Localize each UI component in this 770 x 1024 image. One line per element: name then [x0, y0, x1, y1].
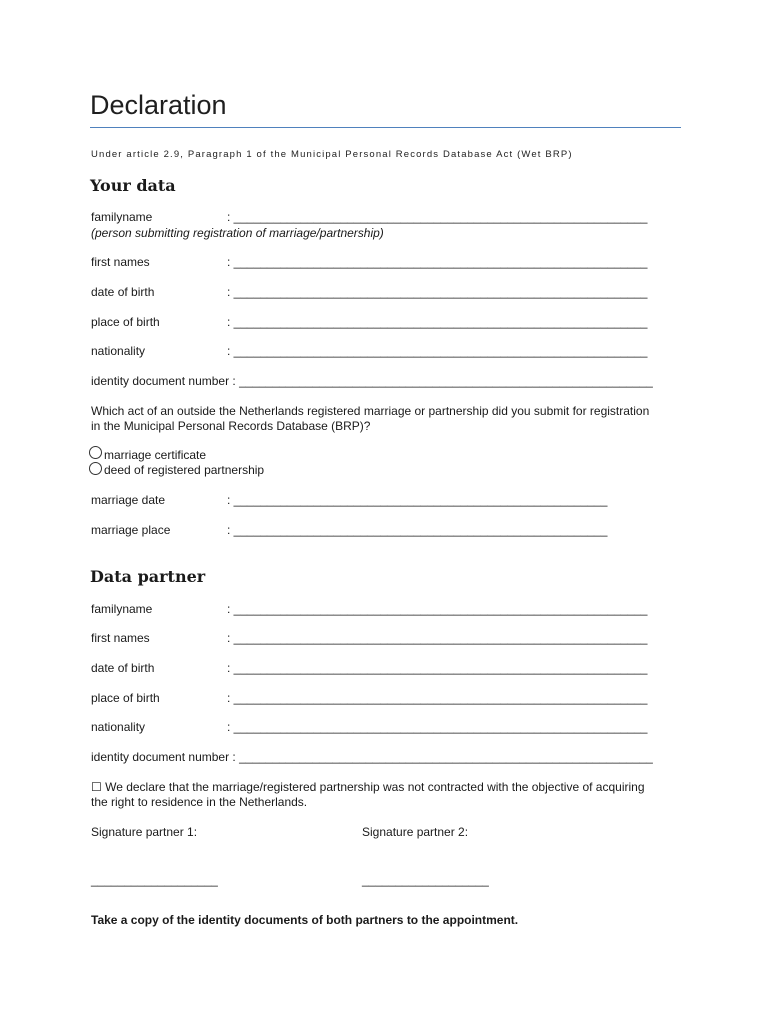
partner-nationality-field[interactable]: : ______________________________________________________________: [227, 720, 648, 734]
option-marriage-certificate-label: marriage certificate: [104, 448, 207, 462]
partner-date-of-birth-label: date of birth: [91, 661, 155, 675]
partner-first-names-label: first names: [91, 631, 150, 645]
date-of-birth-field[interactable]: : ______________________________________________________________: [227, 285, 648, 299]
signature-partner1-label: Signature partner 1:: [91, 825, 198, 839]
declaration-checkbox-statement[interactable]: ☐ We declare that the marriage/registered partnership was not contracted with the objective of acquiring: [91, 780, 645, 794]
partner-familyname-label: familyname: [91, 602, 153, 616]
section-heading-your-data: Your data: [90, 176, 176, 195]
footer-note: Take a copy of the identity documents of both partners to the appointment.: [91, 913, 519, 927]
date-of-birth-label: date of birth: [91, 285, 155, 299]
identity-document-field[interactable]: identity document number : ______________________________________________________________: [91, 374, 653, 388]
marriage-place-field[interactable]: : ________________________________________________________: [227, 523, 608, 537]
section-heading-data-partner: Data partner: [90, 567, 206, 586]
partner-date-of-birth-field[interactable]: : ______________________________________________________________: [227, 661, 648, 675]
title-underline: [90, 127, 681, 128]
marriage-place-label: marriage place: [91, 523, 171, 537]
partner-place-of-birth-field[interactable]: : ______________________________________________________________: [227, 691, 648, 705]
partner-familyname-field[interactable]: : ______________________________________________________________: [227, 602, 648, 616]
familyname-note: (person submitting registration of marriage/partnership): [91, 226, 384, 240]
signature-partner2-line[interactable]: ___________________: [362, 873, 489, 887]
first-names-field[interactable]: : ______________________________________________________________: [227, 255, 648, 269]
partner-nationality-label: nationality: [91, 720, 146, 734]
nationality-field[interactable]: : ______________________________________________________________: [227, 344, 648, 358]
partner-identity-document-field[interactable]: identity document number : ______________________________________________________________: [91, 750, 653, 764]
registration-question-line1: Which act of an outside the Netherlands registered marriage or partnership did you submit for registration: [91, 404, 650, 418]
partner-place-of-birth-label: place of birth: [91, 691, 160, 705]
first-names-label: first names: [91, 255, 150, 269]
familyname-label: familyname: [91, 210, 153, 224]
partner-first-names-field[interactable]: : ______________________________________________________________: [227, 631, 648, 645]
radio-marriage-certificate[interactable]: [89, 446, 102, 459]
option-registered-partnership-label: deed of registered partnership: [104, 463, 265, 477]
marriage-date-field[interactable]: : ________________________________________________________: [227, 493, 608, 507]
page-title: Declaration: [90, 90, 227, 120]
familyname-field[interactable]: : ______________________________________________________________: [227, 210, 648, 224]
declaration-statement-line2: the right to residence in the Netherlands.: [91, 795, 308, 809]
place-of-birth-label: place of birth: [91, 315, 160, 329]
place-of-birth-field[interactable]: : ______________________________________________________________: [227, 315, 648, 329]
signature-partner1-line[interactable]: ___________________: [91, 873, 218, 887]
legal-basis-subtitle: Under article 2.9, Paragraph 1 of the Municipal Personal Records Database Act (Wet BRP): [91, 149, 573, 160]
marriage-date-label: marriage date: [91, 493, 166, 507]
nationality-label: nationality: [91, 344, 146, 358]
radio-registered-partnership[interactable]: [89, 462, 102, 475]
signature-partner2-label: Signature partner 2:: [362, 825, 469, 839]
registration-question-line2: in the Municipal Personal Records Database (BRP)?: [91, 419, 371, 433]
